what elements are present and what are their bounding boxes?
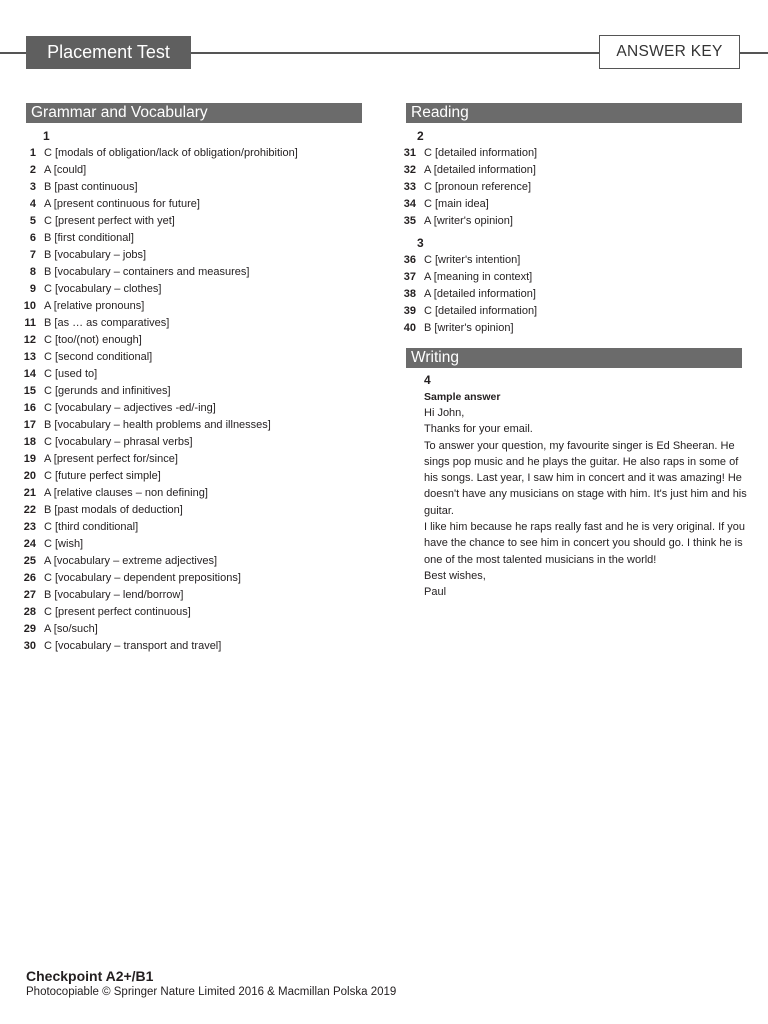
answer-text: C [vocabulary – phrasal verbs]: [44, 436, 193, 448]
page-title: Placement Test: [26, 36, 191, 69]
answer-row: [392, 162, 537, 179]
sample-paragraph: I like him because he raps really fast and he is very original. If you have the chance to see him in concert you should go. I think he is one of the most talented musicians in the world!: [424, 521, 745, 566]
answer-row: [12, 383, 298, 400]
answer-text: C [too/(not) enough]: [44, 334, 142, 346]
sample-answer-label: Sample answer: [424, 391, 501, 403]
answer-text: C [gerunds and infinitives]: [44, 385, 171, 397]
answer-text: A [present continuous for future]: [44, 198, 200, 210]
answer-row: [12, 230, 298, 247]
answer-text: C [vocabulary – transport and travel]: [44, 640, 222, 652]
question-number: 1: [29, 147, 36, 159]
question-number: 21: [23, 487, 36, 499]
question-number: 22: [23, 504, 36, 516]
answer-row: [12, 298, 298, 315]
answer-text: B [vocabulary – lend/borrow]: [44, 589, 184, 601]
writing-sample: [424, 371, 749, 601]
reading-column: [392, 127, 537, 337]
answer-row: [392, 269, 537, 286]
answer-row: [12, 468, 298, 485]
answer-text: B [past modals of deduction]: [44, 504, 183, 516]
answer-text: A [so/such]: [44, 623, 98, 635]
question-number: 30: [23, 640, 36, 652]
question-number: 24: [23, 538, 36, 550]
section-heading-reading: Reading: [406, 103, 742, 123]
sample-paragraph: Best wishes,: [424, 569, 486, 582]
question-number: 12: [23, 334, 36, 346]
answer-row: [12, 247, 298, 264]
answer-text: C [future perfect simple]: [44, 470, 161, 482]
answer-text: A [detailed information]: [424, 288, 536, 300]
answer-row: [12, 315, 298, 332]
question-number: 2: [29, 164, 36, 176]
answer-text: B [writer's opinion]: [424, 322, 514, 334]
answer-text: C [used to]: [44, 368, 98, 380]
group-label: 4: [424, 373, 431, 387]
answer-row: [392, 145, 537, 162]
question-number: 32: [403, 164, 416, 176]
answer-row: [12, 519, 298, 536]
question-number: 9: [29, 283, 36, 295]
sample-answer-text: [424, 405, 749, 601]
answer-row: [12, 332, 298, 349]
section-heading-writing: Writing: [406, 348, 742, 368]
question-number: 19: [23, 453, 36, 465]
answer-text: C [wish]: [44, 538, 84, 550]
question-number: 39: [403, 305, 416, 317]
answer-text: C [main idea]: [424, 198, 489, 210]
question-number: 3: [29, 181, 36, 193]
question-number: 4: [29, 198, 36, 210]
question-number: 20: [23, 470, 36, 482]
answer-row: [12, 179, 298, 196]
answer-text: A [present perfect for/since]: [44, 453, 178, 465]
answer-row: [12, 485, 298, 502]
question-number: 17: [23, 419, 36, 431]
answer-text: C [modals of obligation/lack of obligation/prohibition]: [44, 147, 298, 159]
answer-text: B [vocabulary – containers and measures]: [44, 266, 250, 278]
answer-text: C [vocabulary – dependent prepositions]: [44, 572, 241, 584]
answer-row: [12, 604, 298, 621]
answer-text: A [relative pronouns]: [44, 300, 145, 312]
answer-text: B [as … as comparatives]: [44, 317, 170, 329]
question-number: 6: [29, 232, 36, 244]
question-number: 37: [403, 271, 416, 283]
answer-row: [12, 162, 298, 179]
answer-row: [12, 196, 298, 213]
answer-text: A [detailed information]: [424, 164, 536, 176]
question-number: 31: [403, 147, 416, 159]
answer-text: C [vocabulary – adjectives -ed/-ing]: [44, 402, 216, 414]
answer-text: A [relative clauses – non defining]: [44, 487, 208, 499]
question-number: 13: [23, 351, 36, 363]
answer-row: [392, 213, 537, 230]
answer-row: [12, 213, 298, 230]
answer-row: [392, 179, 537, 196]
group-label: 2: [417, 129, 424, 143]
answer-row: [12, 502, 298, 519]
question-number: 27: [23, 589, 36, 601]
footer-copyright: Photocopiable © Springer Nature Limited 2016 & Macmillan Polska 2019: [26, 986, 397, 998]
group-label: 3: [417, 236, 424, 250]
answer-row: [392, 196, 537, 213]
answer-row: [12, 621, 298, 638]
question-number: 36: [403, 254, 416, 266]
answer-row: [12, 417, 298, 434]
grammar-column: [12, 127, 298, 655]
question-number: 5: [29, 215, 36, 227]
question-number: 18: [23, 436, 36, 448]
answer-text: B [vocabulary – health problems and illnesses]: [44, 419, 271, 431]
answer-text: A [could]: [44, 164, 87, 176]
question-number: 34: [403, 198, 416, 210]
answer-text: C [pronoun reference]: [424, 181, 532, 193]
answer-text: C [vocabulary – clothes]: [44, 283, 162, 295]
answer-text: C [detailed information]: [424, 147, 538, 159]
question-number: 7: [29, 249, 36, 261]
question-number: 25: [23, 555, 36, 567]
question-number: 26: [23, 572, 36, 584]
answer-row: [12, 434, 298, 451]
answer-text: C [detailed information]: [424, 305, 538, 317]
question-number: 11: [24, 317, 36, 329]
answer-row: [12, 553, 298, 570]
sample-paragraph: Hi John,: [424, 407, 465, 419]
answer-text: C [present perfect with yet]: [44, 215, 175, 227]
answer-row: [12, 281, 298, 298]
sample-paragraph: Paul: [424, 586, 447, 599]
answer-text: C [writer's intention]: [424, 254, 521, 266]
question-number: 38: [403, 288, 416, 300]
answer-text: C [third conditional]: [44, 521, 139, 533]
answer-row: [12, 349, 298, 366]
answer-text: A [meaning in context]: [424, 271, 533, 283]
answer-row: [12, 587, 298, 604]
answer-text: B [first conditional]: [44, 232, 134, 244]
answer-text: B [past continuous]: [44, 181, 138, 193]
question-number: 23: [23, 521, 36, 533]
answer-row: [12, 638, 298, 655]
answer-text: B [vocabulary – jobs]: [44, 249, 147, 261]
answer-text: A [vocabulary – extreme adjectives]: [44, 555, 218, 567]
question-number: 10: [23, 300, 36, 312]
answer-key-label: ANSWER KEY: [599, 35, 740, 69]
question-number: 40: [403, 322, 416, 334]
grammar-answer-list: [12, 145, 298, 655]
answer-row: [392, 286, 537, 303]
answer-row: [12, 145, 298, 162]
sample-paragraph: To answer your question, my favourite singer is Ed Sheeran. He sings pop music and he plays the guitar. He also raps in some of his songs. Last year, I saw him in concert and it was amazing! He doesn't have any musicians on stage with him. It's just him and his guitar.: [424, 439, 747, 517]
question-number: 14: [23, 368, 36, 380]
answer-row: [12, 570, 298, 587]
question-number: 8: [29, 266, 36, 278]
question-number: 29: [23, 623, 36, 635]
footer-title: Checkpoint A2+/B1: [26, 968, 154, 984]
answer-row: [12, 366, 298, 383]
answer-row: [12, 264, 298, 281]
group-label: 1: [43, 129, 50, 143]
answer-text: C [second conditional]: [44, 351, 153, 363]
question-number: 15: [23, 385, 36, 397]
question-number: 33: [403, 181, 416, 193]
answer-row: [392, 252, 537, 269]
question-number: 28: [23, 606, 36, 618]
section-heading-grammar: Grammar and Vocabulary: [26, 103, 362, 123]
answer-row: [12, 400, 298, 417]
answer-row: [392, 303, 537, 320]
answer-row: [392, 320, 537, 337]
answer-row: [12, 536, 298, 553]
sample-paragraph: Thanks for your email.: [424, 423, 533, 436]
answer-text: A [writer's opinion]: [424, 215, 513, 227]
answer-row: [12, 451, 298, 468]
question-number: 35: [403, 215, 416, 227]
answer-text: C [present perfect continuous]: [44, 606, 191, 618]
question-number: 16: [23, 402, 36, 414]
